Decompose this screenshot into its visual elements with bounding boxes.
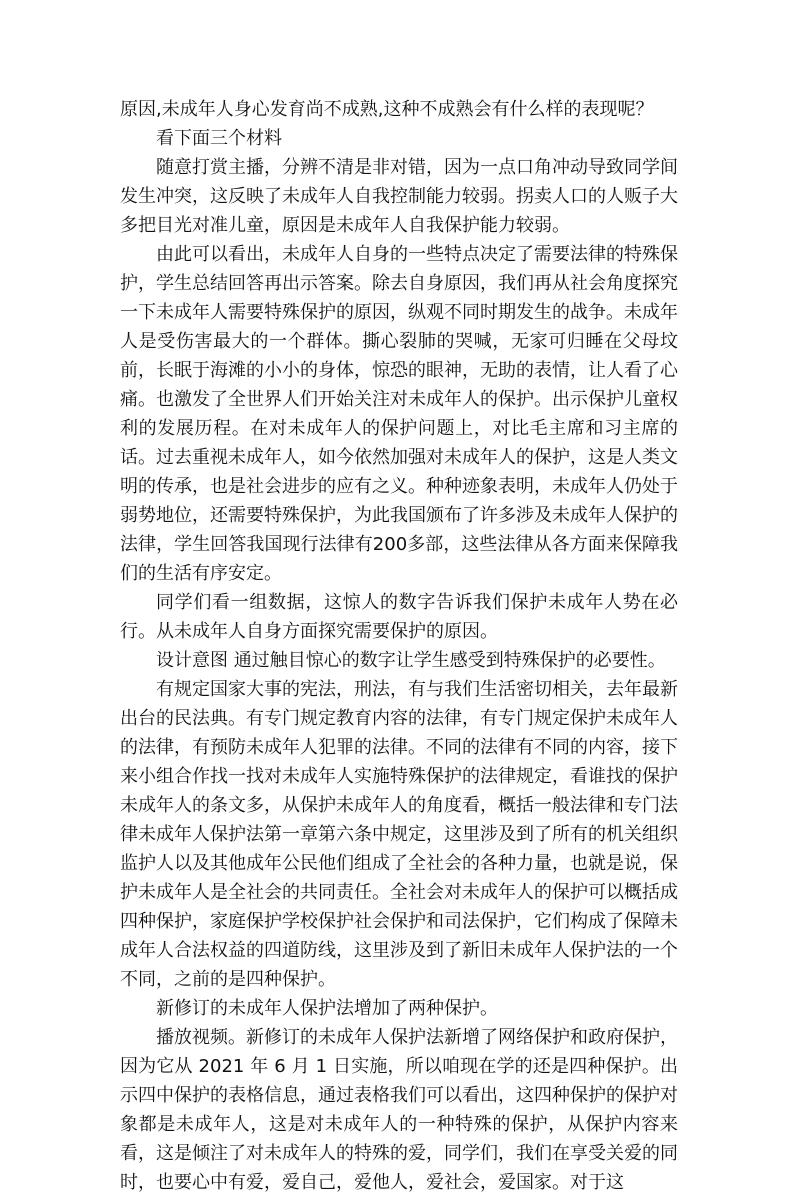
paragraph-8: 新修订的未成年人保护法增加了两种保护。 bbox=[156, 998, 498, 1019]
paragraph-1: 原因,未成年人身心发育尚不成熟,这种不成熟会有什么样的表现呢？ bbox=[120, 99, 654, 120]
paragraph-2: 看下面三个材料 bbox=[156, 128, 282, 149]
paragraph-6: 设计意图 通过触目惊心的数字让学生感受到特殊保护的必要性。 bbox=[156, 650, 666, 671]
paragraph-4: 由此可以看出，未成年人自身的一些特点决定了需要法律的特殊保护，学生总结回答再出示答案。除去自身原因，我们再从社会角度探究一下未成年人需要特殊保护的原因，纵观不同时期发生的战争。未成年人是受伤害最大的一个群体。撕心裂肺的哭喊，无家可归睡在父母坟前，长眠于海滩的小小的身体，惊恐的眼神，无助的表情，让人看了心痛。也激发了全世界人们开始关注对未成年人的保护。出示保护儿童权利的发展历程。在对未成年人的保护问题上，对比毛主席和习主席的话。过去重视未成年人，如今依然加强对未成年人的保护，这是人类文明的传承，也是社会进步的应有之义。种种迹象表明，未成年人仍处于弱势地位，还需要特殊保护，为此我国颁布了许多涉及未成年人保护的法律，学生回答我国现行法律有200多部，这些法律从各方面来保障我们的生活有序安定。 bbox=[120, 244, 678, 584]
paragraph-9: 播放视频。新修订的未成年人保护法新增了网络保护和政府保护，因为它从 2021 年 6 月 1 日实施，所以咱现在学的还是四种保护。出示四中保护的表格信息，通过表格我们可以看出，这四种保护的保护对象都是未成年人，这是对未成年人的一种特殊的保护，从保护内容来看，这是倾注了对未成年人的特殊的爱，同学们，我们在享受关爱的同时，也要心中有爱，爱自己，爱他人，爱社会，爱国家。对于这 bbox=[120, 1027, 678, 1193]
paragraph-5: 同学们看一组数据，这惊人的数字告诉我们保护未成年人势在必行。从未成年人自身方面探究需要保护的原因。 bbox=[120, 592, 678, 642]
paragraph-7: 有规定国家大事的宪法，刑法，有与我们生活密切相关，去年最新出台的民法典。有专门规定教育内容的法律，有专门规定保护未成年人的法律，有预防未成年人犯罪的法律。不同的法律有不同的内容，接下来小组合作找一找对未成年人实施特殊保护的法律规定，看谁找的保护未成年人的条文多，从保护未成年人的角度看，概括一般法律和专门法律未成年人保护法第一章第六条中规定，这里涉及到了所有的机关组织监护人以及其他成年公民他们组成了全社会的各种力量，也就是说，保护未成年人是全社会的共同责任。全社会对未成年人的保护可以概括成四种保护，家庭保护学校保护社会保护和司法保护，它们构成了保障未成年人合法权益的四道防线，这里涉及到了新旧未成年人保护法的一个不同，之前的是四种保护。 bbox=[120, 679, 678, 990]
paragraph-3: 随意打赏主播，分辨不清是非对错，因为一点口角冲动导致同学间发生冲突，这反映了未成年人自我控制能力较弱。拐卖人口的人贩子大多把目光对准儿童，原因是未成年人自我保护能力较弱。 bbox=[120, 157, 678, 236]
document-page bbox=[120, 95, 678, 1197]
